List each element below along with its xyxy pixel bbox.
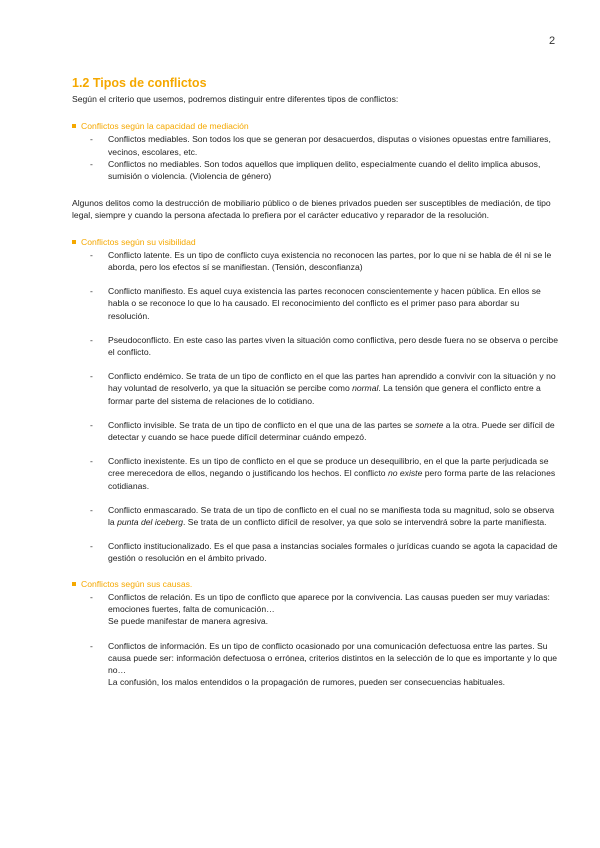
mediacion-list (72, 133, 558, 182)
list-item: - Conflicto invisible. Se trata de un tipo de conflicto en el que una de las partes se somete a la otra. Puede ser difícil de detectar y cuando se hace puede difícil determinar cuándo empezó. (90, 419, 555, 443)
list-item: - Pseudoconflicto. En este caso las partes viven la situación como conflictiva, pero desde fuera no se observa o percibe el conflicto. (90, 334, 558, 358)
visibilidad-group (72, 236, 558, 565)
mediacion-group (72, 120, 558, 221)
square-bullet-icon (72, 240, 76, 244)
causas-heading-text: Conflictos según sus causas. (81, 578, 193, 589)
list-item: - Conflicto endémico. Se trata de un tipo de conflicto en el que las partes han aprendido a convivir con la situación y no hay voluntad de resolverlo, ya que la situación se percibe como normal. La tensión que genera el conflicto entre a formar parte del sistema de relaciones de lo cotidiano. (90, 371, 556, 406)
mediacion-note: Algunos delitos como la destrucción de mobiliario público o de bienes privados pueden ser susceptibles de mediación, de tipo legal, siempre y cuando la persona afectada lo prefiera por el carácter educativo y reparador de la resolución. (72, 198, 551, 221)
visibilidad-heading-text: Conflictos según su visibilidad (81, 236, 196, 247)
visibilidad-heading (72, 236, 558, 248)
list-item: - Conflicto manifiesto. Es aquel cuya existencia las partes reconocen conscientemente y hacen pública. En ellos se habla o se reconoce lo que lo ha causado. El reconocimiento del conflicto es el primer paso para abordar su resolución. (90, 286, 541, 321)
list-item: - Conflicto enmascarado. Se trata de un tipo de conflicto en el cual no se manifiesta toda su magnitud, solo se observa la punta del iceberg. Se trata de un conflicto difícil de resolver, ya que solo se intervendrá sobre la parte manifiesta. (90, 504, 555, 528)
mediacion-heading-text: Conflictos según la capacidad de mediación (81, 121, 249, 132)
mediacion-heading (72, 120, 558, 132)
list-item: - Conflicto institucionalizado. Es el que pasa a instancias sociales formales o jurídicas cuando se agota la capacidad de gestión o resolución en el ámbito privado. (90, 541, 558, 564)
visibilidad-list (72, 249, 558, 565)
section-title: 1.2 Tipos de conflictos (72, 76, 207, 90)
causas-list (72, 591, 558, 688)
causas-heading (72, 578, 558, 590)
list-item: - Conflictos mediables. Son todos los que se generan por desacuerdos, disputas o visiones opuestas entre familiares, vecinos, escolares, etc. (90, 134, 551, 157)
square-bullet-icon (72, 582, 76, 586)
list-item: - Conflictos de relación. Es un tipo de conflicto que aparece por la convivencia. Las causas pueden ser muy variadas: emociones fuertes, falta de comunicación… Se puede manifestar de manera agresiva. (90, 591, 550, 627)
document-body (72, 76, 558, 701)
list-item: - Conflicto latente. Es un tipo de conflicto cuya existencia no reconocen las partes, por lo que ni se habla de él ni se le aborda, pero los efectos sí se manifiestan. (Tensión, desconfianza) (90, 249, 552, 273)
list-item: - Conflicto inexistente. Es un tipo de conflicto en el que se produce un desequilibrio, en el que la parte perjudicada se cree merecedora de ellos, negando o justificando los hechos. El conflicto no existe pero forma parte de las relaciones cotidianas. (90, 456, 556, 491)
causas-group (72, 578, 558, 689)
square-bullet-icon (72, 124, 76, 128)
page-number: 2 (549, 35, 556, 47)
section-intro: Según el criterio que usemos, podremos distinguir entre diferentes tipos de conflictos: (72, 94, 399, 104)
list-item: - Conflictos no mediables. Son todos aquellos que impliquen delito, especialmente cuando el delito implica abusos, sumisión o violencia. (Violencia de género) (90, 158, 541, 182)
list-item: - Conflictos de información. Es un tipo de conflicto ocasionado por una comunicación defectuosa entre las partes. Su causa puede ser: información defectuosa o errónea, criterios distintos en la selección de lo que es importante y lo que no… La confusión, los malos entendidos o la propagación de rumores, pueden ser consecuencias habituales. (90, 640, 558, 688)
